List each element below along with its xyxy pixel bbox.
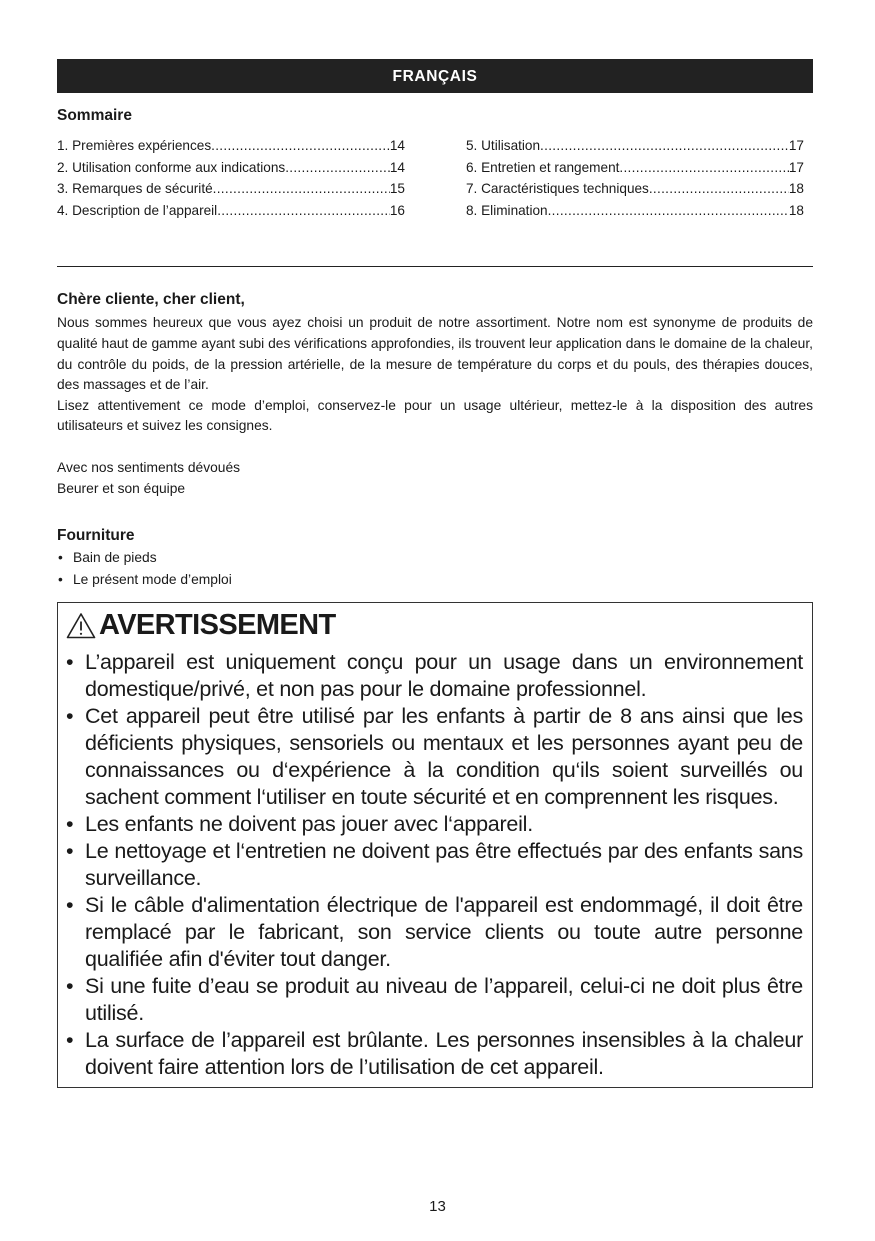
toc-entry[interactable]: 4. Description de l’appareil ..... 16 — [57, 200, 405, 222]
warning-item: • La surface de l’appareil est brûlante. Les personnes insensibles à la chaleur doivent faire attention lors de l’utilisation de cet appareil. — [66, 1027, 803, 1081]
intro-paragraph: Lisez attentivement ce mode d’emploi, conservez-le pour un usage ultérieur, mettez-le à la disposition des autres utilisateurs et suivez les consignes. — [57, 397, 813, 434]
delivery-list — [57, 547, 813, 591]
language-header: FRANÇAIS — [57, 59, 813, 93]
warning-item: • Si une fuite d’eau se produit au niveau de l’appareil, celui-ci ne doit plus être utilisé. — [66, 973, 803, 1027]
warning-item: • L’appareil est uniquement conçu pour un usage dans un environnement domestique/privé, et non pas pour le domaine professionnel. — [66, 649, 803, 703]
warning-item: • Si le câble d'alimentation électrique de l'appareil est endommagé, il doit être remplacé par le fabricant, son service clients ou toute autre personne qualifiée afin d'éviter tout danger. — [66, 892, 803, 973]
list-item: • Le présent mode d’emploi — [57, 569, 813, 591]
section-divider — [57, 266, 813, 267]
toc-entry[interactable]: 6. Entretien et rangement ..... 17 — [466, 157, 804, 179]
intro-text — [57, 313, 813, 437]
warning-title: AVERTISSEMENT — [99, 608, 336, 641]
signature-line: Beurer et son équipe — [57, 480, 186, 496]
toc-entry[interactable]: 7. Caractéristiques techniques ..... 18 — [466, 178, 804, 200]
warning-item: • Les enfants ne doivent pas jouer avec l‘appareil. — [66, 811, 803, 838]
toc-entry[interactable]: 2. Utilisation conforme aux indications ..... 14 — [57, 157, 405, 179]
toc-title: Sommaire — [57, 107, 132, 124]
warning-box — [57, 602, 813, 1088]
warning-list — [66, 649, 803, 1081]
toc-entry[interactable]: 8. Elimination ..... 18 — [466, 200, 804, 222]
warning-item: • Cet appareil peut être utilisé par les enfants à partir de 8 ans ainsi que les déficients physiques, sensoriels ou mentaux et les personnes ayant peu de connaissances ou d‘expérience à la condition qu‘ils soient surveillés ou sachent comment l‘utiliser en toute sécurité et en comprennent les risques. — [66, 703, 803, 811]
closing-line: Avec nos sentiments dévoués — [57, 459, 241, 475]
toc-column-left — [57, 135, 405, 221]
toc-entry[interactable]: 1. Premières expériences ..... 14 — [57, 135, 405, 157]
toc-entry[interactable]: 3. Remarques de sécurité ..... 15 — [57, 178, 405, 200]
toc-column-right — [466, 135, 804, 221]
table-of-contents — [57, 135, 813, 221]
signature-block — [57, 457, 813, 499]
warning-triangle-icon — [66, 612, 96, 639]
intro-paragraph: Nous sommes heureux que vous ayez choisi un produit de notre assortiment. Notre nom est synonyme de produits de qualité haut de gamme ayant subi des vérifications approfondies, ils trouvent leur application dans le domaine de la chaleur, du contrôle du poids, de la pression artérielle, de la mesure de température du corps et du pouls, des thérapies douces, des massages et de l’air. — [57, 315, 813, 393]
delivery-title: Fourniture — [57, 526, 135, 544]
page-number: 13 — [429, 1198, 446, 1215]
salutation: Chère cliente, cher client, — [57, 291, 245, 309]
page — [57, 59, 813, 1088]
toc-entry[interactable]: 5. Utilisation ..... 17 — [466, 135, 804, 157]
list-item: • Bain de pieds — [57, 547, 813, 569]
warning-item: • Le nettoyage et l‘entretien ne doivent pas être effectués par des enfants sans surveillance. — [66, 838, 803, 892]
warning-header — [66, 609, 803, 642]
